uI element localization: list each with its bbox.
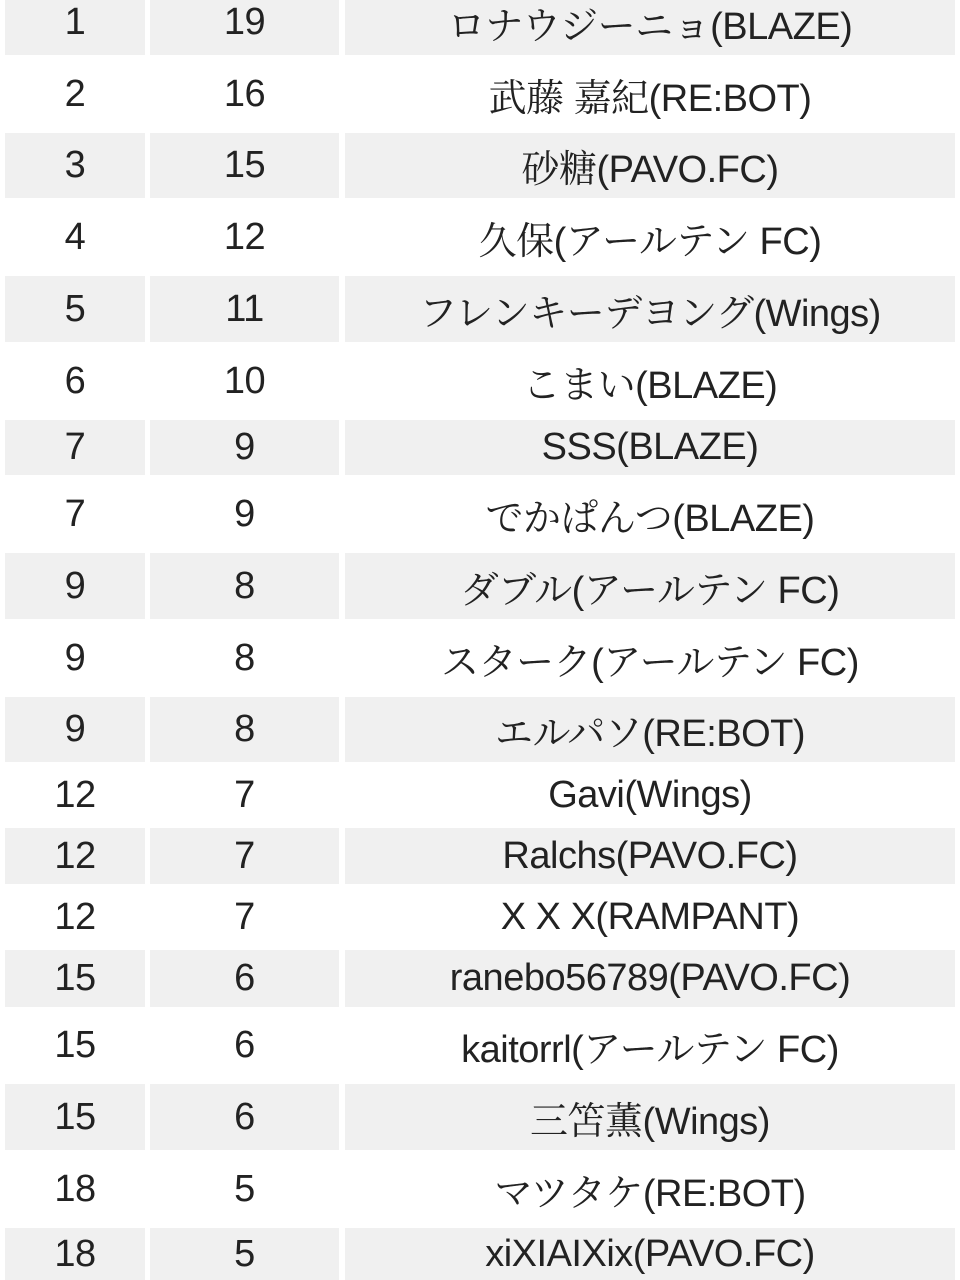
table-row	[0, 198, 960, 276]
table-row	[0, 884, 960, 950]
rank-cell: 12	[54, 773, 96, 816]
rank-cell: 4	[64, 215, 86, 258]
rank-cell: 12	[5, 828, 145, 884]
player-cell: xiXIAIXix(PAVO.FC)	[345, 1228, 955, 1280]
goals-cell: 8	[150, 697, 339, 762]
table-row	[0, 1228, 960, 1280]
goals-cell: 5	[234, 1167, 255, 1210]
goals-cell: 7	[150, 828, 339, 884]
rank-cell: 2	[64, 72, 86, 115]
table-row	[0, 950, 960, 1007]
player-cell: こまい(BLAZE)	[522, 364, 778, 407]
goals-cell: 10	[223, 359, 266, 402]
rank-cell: 12	[54, 895, 96, 938]
rank-cell: 6	[64, 359, 86, 402]
table-row	[0, 1084, 960, 1150]
table-row	[0, 762, 960, 828]
goals-cell: 9	[234, 492, 255, 535]
table-row	[0, 55, 960, 133]
goals-cell: 5	[150, 1228, 339, 1280]
goals-cell: 7	[234, 895, 255, 938]
rank-cell: 1	[5, 0, 145, 55]
player-cell: Gavi(Wings)	[548, 773, 752, 816]
goals-cell: 11	[150, 276, 339, 342]
player-cell: エルパソ(RE:BOT)	[345, 697, 955, 762]
table-row	[0, 0, 960, 55]
player-cell: ロナウジーニョ(BLAZE)	[345, 0, 955, 55]
rank-cell: 9	[64, 636, 86, 679]
table-row	[0, 1007, 960, 1084]
rank-cell: 7	[5, 420, 145, 475]
goals-cell: 8	[150, 553, 339, 619]
table-row	[0, 420, 960, 475]
player-cell: 三笘薫(Wings)	[345, 1084, 955, 1150]
goals-cell: 6	[150, 950, 339, 1007]
goals-cell: 7	[234, 773, 255, 816]
rank-cell: 3	[5, 133, 145, 198]
table-row	[0, 553, 960, 619]
rank-cell: 15	[54, 1024, 96, 1066]
table-row	[0, 133, 960, 198]
player-cell: kaitorrl(アールテン FC)	[461, 1029, 839, 1071]
goals-cell: 19	[150, 0, 339, 55]
goals-cell: 8	[234, 636, 255, 679]
rank-cell: 7	[64, 492, 86, 535]
rank-cell: 9	[5, 553, 145, 619]
rank-cell: 5	[5, 276, 145, 342]
table-row	[0, 475, 960, 553]
player-cell: フレンキーデヨング(Wings)	[345, 276, 955, 342]
goals-cell: 16	[223, 72, 266, 115]
goals-cell: 6	[234, 1024, 255, 1066]
player-cell: ranebo56789(PAVO.FC)	[345, 950, 955, 1007]
goals-cell: 6	[150, 1084, 339, 1150]
table-row	[0, 697, 960, 762]
rank-cell: 18	[54, 1167, 96, 1210]
rank-cell: 18	[5, 1228, 145, 1280]
player-cell: 久保(アールテン FC)	[478, 220, 822, 263]
goals-cell: 15	[150, 133, 339, 198]
rank-cell: 9	[5, 697, 145, 762]
table-row	[0, 828, 960, 884]
player-cell: ダブル(アールテン FC)	[345, 553, 955, 619]
table-row	[0, 1150, 960, 1228]
player-cell: SSS(BLAZE)	[345, 420, 955, 475]
goals-cell: 12	[223, 215, 266, 258]
player-cell: スターク(アールテン FC)	[441, 641, 859, 684]
table-row	[0, 342, 960, 420]
player-cell: でかぱんつ(BLAZE)	[485, 497, 815, 540]
table-row	[0, 619, 960, 697]
rank-cell: 15	[5, 950, 145, 1007]
player-cell: 砂糖(PAVO.FC)	[345, 133, 955, 198]
table-row	[0, 276, 960, 342]
player-cell: Ralchs(PAVO.FC)	[345, 828, 955, 884]
goals-cell: 9	[150, 420, 339, 475]
player-cell: マツタケ(RE:BOT)	[494, 1172, 806, 1215]
player-cell: 武藤 嘉紀(RE:BOT)	[488, 77, 812, 120]
rank-cell: 15	[5, 1084, 145, 1150]
player-cell: X X X(RAMPANT)	[500, 895, 800, 938]
